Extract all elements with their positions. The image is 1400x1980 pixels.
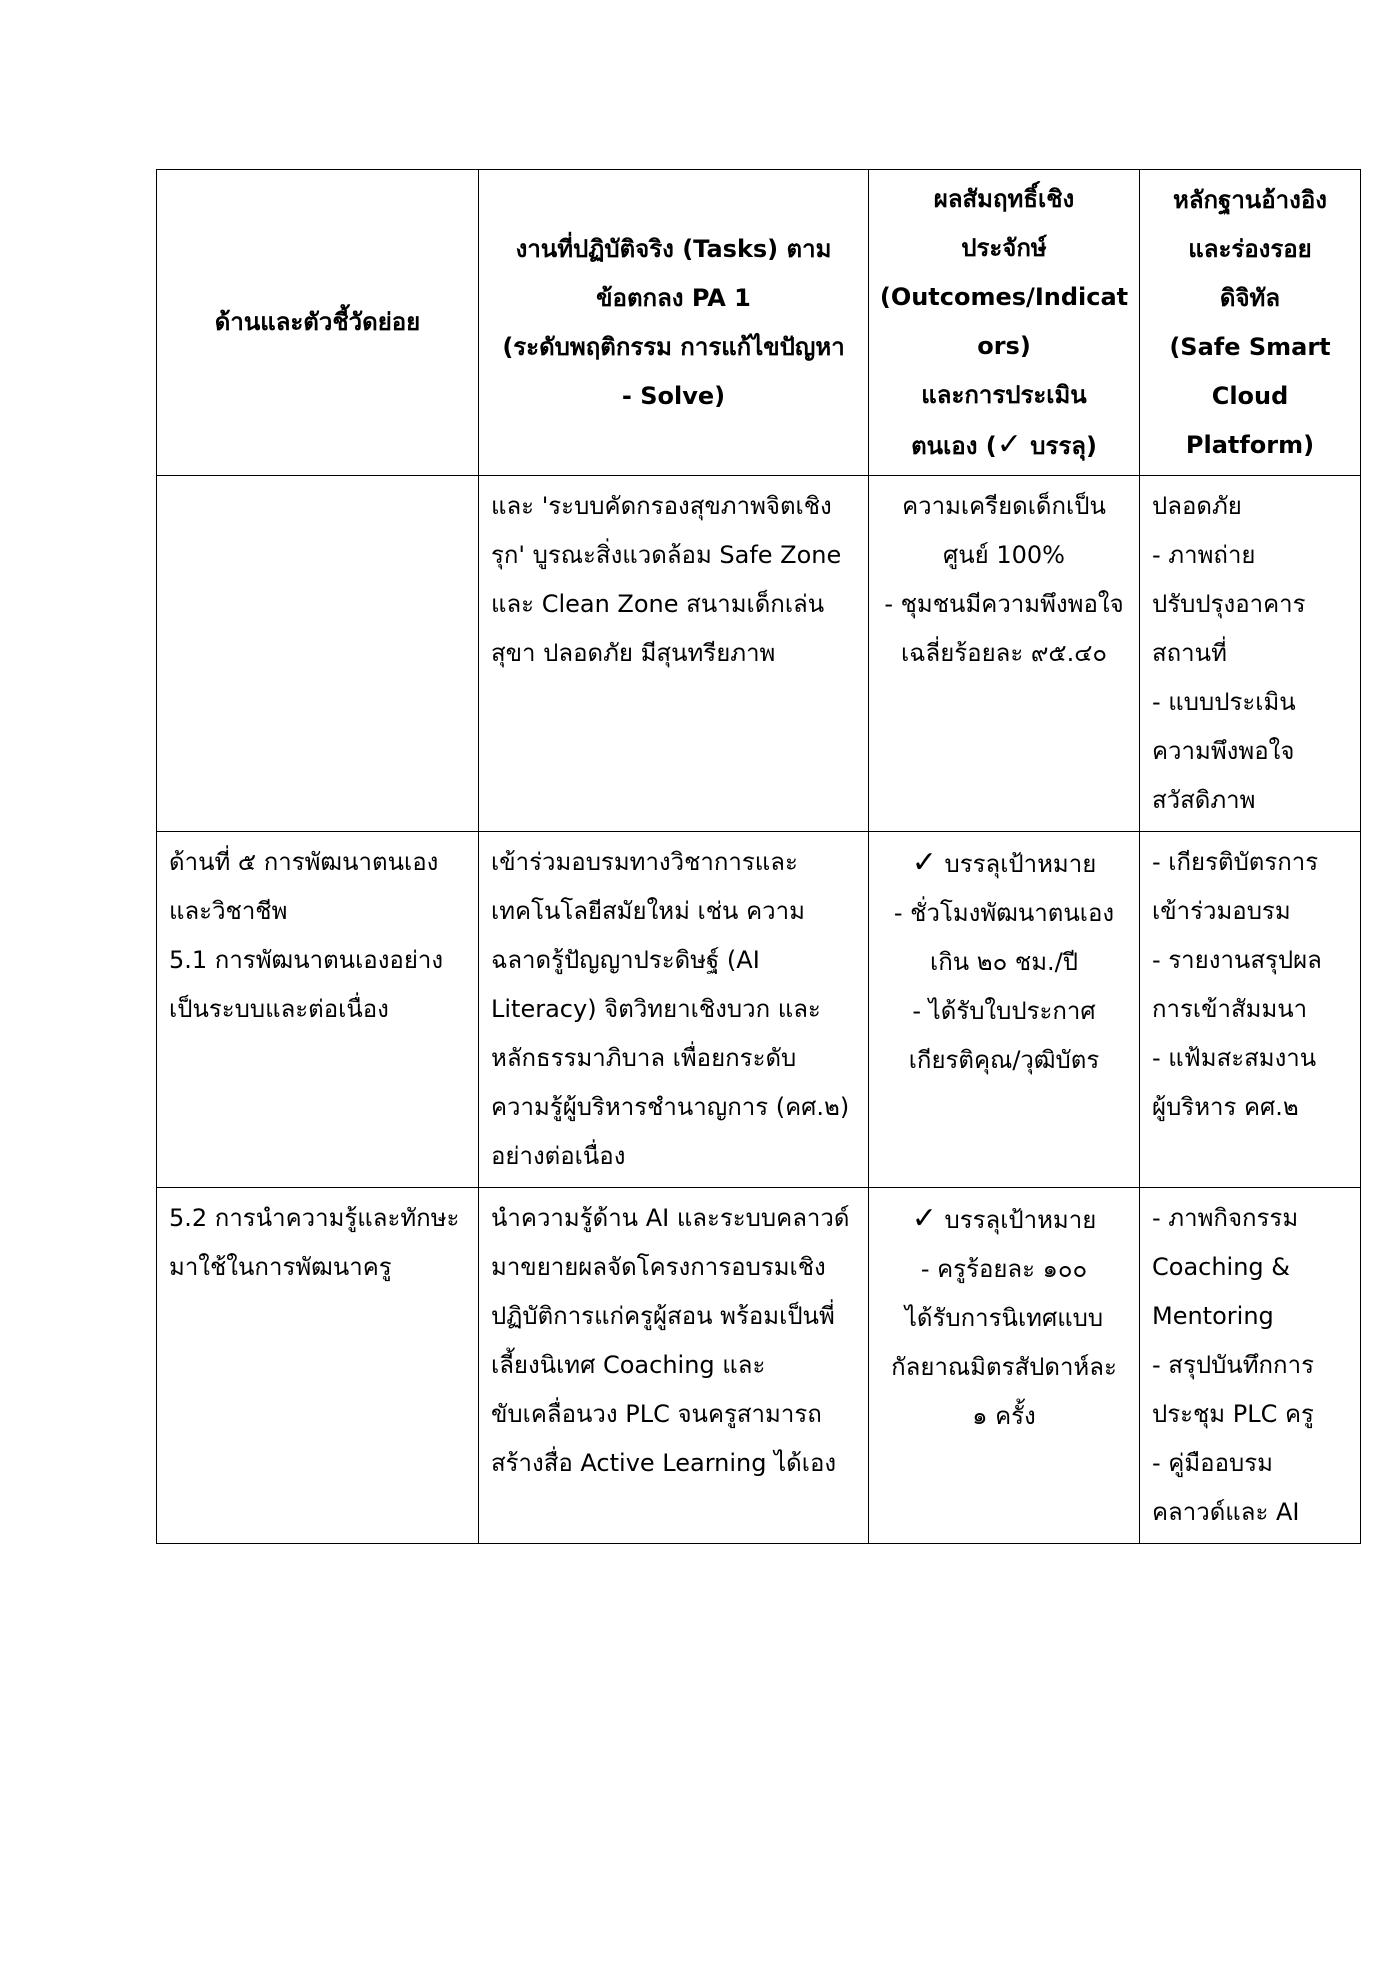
row2-indicator-cell [157, 832, 479, 1188]
text-line: (Outcomes/Indicat [879, 282, 1129, 311]
row3-outcomes-cell [869, 1188, 1140, 1544]
table-row [157, 832, 1361, 1188]
text-line: Literacy) จิตวิทยาเชิงบวก และ [491, 995, 821, 1023]
text-line: ศูนย์ 100% [943, 541, 1065, 569]
text-line: - คู่มืออบรม [1152, 1449, 1273, 1477]
row2-outcomes-cell [869, 832, 1140, 1188]
text-line: อย่างต่อเนื่อง [491, 1142, 626, 1170]
text-line: - ภาพกิจกรรม [1152, 1204, 1299, 1232]
text-line: - Solve) [621, 381, 726, 410]
text-line: Mentoring [1152, 1302, 1274, 1330]
text-line: - แฟ้มสะสมงาน [1152, 1044, 1317, 1072]
text-line: Coaching & [1152, 1253, 1291, 1281]
text-line: สถานที่ [1152, 639, 1227, 667]
text-line: ผลสัมฤทธิ์เชิง [933, 184, 1075, 213]
header-cell-outcomes [869, 170, 1140, 476]
text-line: และการประเมิน [921, 380, 1087, 409]
row2-tasks-cell [479, 832, 869, 1188]
text-line: เกิน ๒๐ ชม./ปี [930, 948, 1078, 976]
text-line: ประจักษ์ [961, 233, 1047, 262]
row1-evidence-cell [1140, 476, 1361, 832]
text-line: ปลอดภัย [1152, 492, 1242, 520]
text-line: กัลยาณมิตรสัปดาห์ละ [891, 1353, 1117, 1381]
header-outcomes-prefix: ตนเอง ( [911, 431, 997, 460]
header-cell-tasks [479, 170, 869, 476]
text-line: ได้รับการนิเทศแบบ [904, 1304, 1104, 1332]
text-line: และวิชาชีพ [169, 897, 288, 925]
table-header-row [157, 170, 1361, 476]
text-line: มาใช้ในการพัฒนาครู [169, 1253, 392, 1281]
text-line: ผู้บริหาร คศ.๒ [1152, 1093, 1299, 1121]
table-row [157, 1188, 1361, 1544]
achieved-label: บรรลุเป้าหมาย [936, 1206, 1097, 1234]
text-line: คลาวด์และ AI [1152, 1498, 1300, 1526]
header-cell-indicator [157, 170, 479, 476]
text-line: เทคโนโลยีสมัยใหม่ เช่น ความ [491, 897, 805, 925]
row2-achieved-line [881, 838, 1127, 889]
text-line: ความเครียดเด็กเป็น [902, 492, 1106, 520]
row3-achieved-line [881, 1194, 1127, 1245]
header-cell-evidence [1140, 170, 1361, 476]
text-line: นำความรู้ด้าน AI และระบบคลาวด์ [491, 1204, 850, 1232]
text-line: ด้านและตัวชี้วัดย่อย [214, 308, 421, 336]
text-line: (ระดับพฤติกรรม การแก้ไขปัญหา [502, 332, 845, 361]
header-outcomes-suffix: บรรลุ) [1021, 431, 1097, 460]
header-outcomes-last-line [877, 420, 1131, 471]
text-line: งานที่ปฏิบัติจริง (Tasks) ตาม [515, 234, 832, 263]
text-line: ดิจิทัล [1219, 283, 1281, 312]
row1-tasks-cell [479, 476, 869, 832]
text-line: - ได้รับใบประกาศ [912, 997, 1096, 1025]
text-line: Cloud [1211, 381, 1289, 410]
text-line: - ชั่วโมงพัฒนาตนเอง [893, 899, 1115, 927]
text-line: - ภาพถ่าย [1152, 541, 1256, 569]
text-line: (Safe Smart [1169, 332, 1331, 361]
text-line: - ชุมชนมีความพึงพอใจ [884, 590, 1124, 618]
row3-tasks-cell [479, 1188, 869, 1544]
checkmark-icon: ✓ [996, 426, 1022, 462]
text-line: ขับเคลื่อนวง PLC จนครูสามารถ [491, 1400, 822, 1428]
checkmark-icon: ✓ [911, 845, 937, 880]
text-line: ๑ ครั้ง [972, 1402, 1036, 1430]
row3-indicator-cell [157, 1188, 479, 1544]
text-line: สุขา ปลอดภัย มีสุนทรียภาพ [491, 639, 776, 667]
text-line: รุก' บูรณะสิ่งแวดล้อม Safe Zone [491, 541, 842, 569]
text-line: ปรับปรุงอาคาร [1152, 590, 1306, 618]
checkmark-icon: ✓ [911, 1201, 937, 1236]
text-line: ความรู้ผู้บริหารชำนาญการ (คศ.๒) [491, 1093, 850, 1121]
text-line: และ 'ระบบคัดกรองสุขภาพจิตเชิง [491, 492, 832, 520]
text-line: มาขยายผลจัดโครงการอบรมเชิง [491, 1253, 826, 1281]
text-line: เข้าร่วมอบรม [1152, 897, 1291, 925]
text-line: ด้านที่ ๕ การพัฒนาตนเอง [169, 848, 439, 876]
text-line: เฉลี่ยร้อยละ ๙๕.๔๐ [900, 639, 1108, 667]
text-line: - ครูร้อยละ ๑๐๐ [920, 1255, 1088, 1283]
text-line: หลักฐานอ้างอิง [1173, 185, 1327, 214]
text-line: 5.2 การนำความรู้และทักษะ [169, 1204, 460, 1232]
text-line: ปฏิบัติการแก่ครูผู้สอน พร้อมเป็นพี่ [491, 1302, 835, 1330]
text-line: สวัสดิภาพ [1152, 786, 1256, 814]
text-line: - รายงานสรุปผล [1152, 946, 1322, 974]
text-line: เลี้ยงนิเทศ Coaching และ [491, 1351, 766, 1379]
row1-outcomes-cell [869, 476, 1140, 832]
text-line: - เกียรติบัตรการ [1152, 848, 1319, 876]
text-line: เป็นระบบและต่อเนื่อง [169, 995, 389, 1023]
row1-indicator-cell [157, 476, 479, 832]
text-line: หลักธรรมาภิบาล เพื่อยกระดับ [491, 1044, 797, 1072]
text-line: Platform) [1185, 430, 1315, 459]
text-line: เข้าร่วมอบรมทางวิชาการและ [491, 848, 798, 876]
achieved-label: บรรลุเป้าหมาย [936, 850, 1097, 878]
row3-evidence-cell [1140, 1188, 1361, 1544]
text-line: - สรุปบันทึกการ [1152, 1351, 1314, 1379]
text-line: ฉลาดรู้ปัญญาประดิษฐ์ (AI [491, 946, 760, 974]
table-row [157, 476, 1361, 832]
text-line: เกียรติคุณ/วุฒิบัตร [908, 1046, 1100, 1074]
text-line: และร่องรอย [1188, 234, 1312, 263]
text-line: ความพึงพอใจ [1152, 737, 1295, 765]
text-line: ประชุม PLC ครู [1152, 1400, 1314, 1428]
text-line: ข้อตกลง PA 1 [596, 283, 751, 312]
text-line: และ Clean Zone สนามเด็กเล่น [491, 590, 825, 618]
row2-evidence-cell [1140, 832, 1361, 1188]
text-line: ors) [977, 331, 1031, 360]
evaluation-table [156, 169, 1361, 1544]
text-line: - แบบประเมิน [1152, 688, 1296, 716]
text-line: การเข้าสัมมนา [1152, 995, 1308, 1023]
text-line: 5.1 การพัฒนาตนเองอย่าง [169, 946, 444, 974]
text-line: สร้างสื่อ Active Learning ได้เอง [491, 1449, 837, 1477]
